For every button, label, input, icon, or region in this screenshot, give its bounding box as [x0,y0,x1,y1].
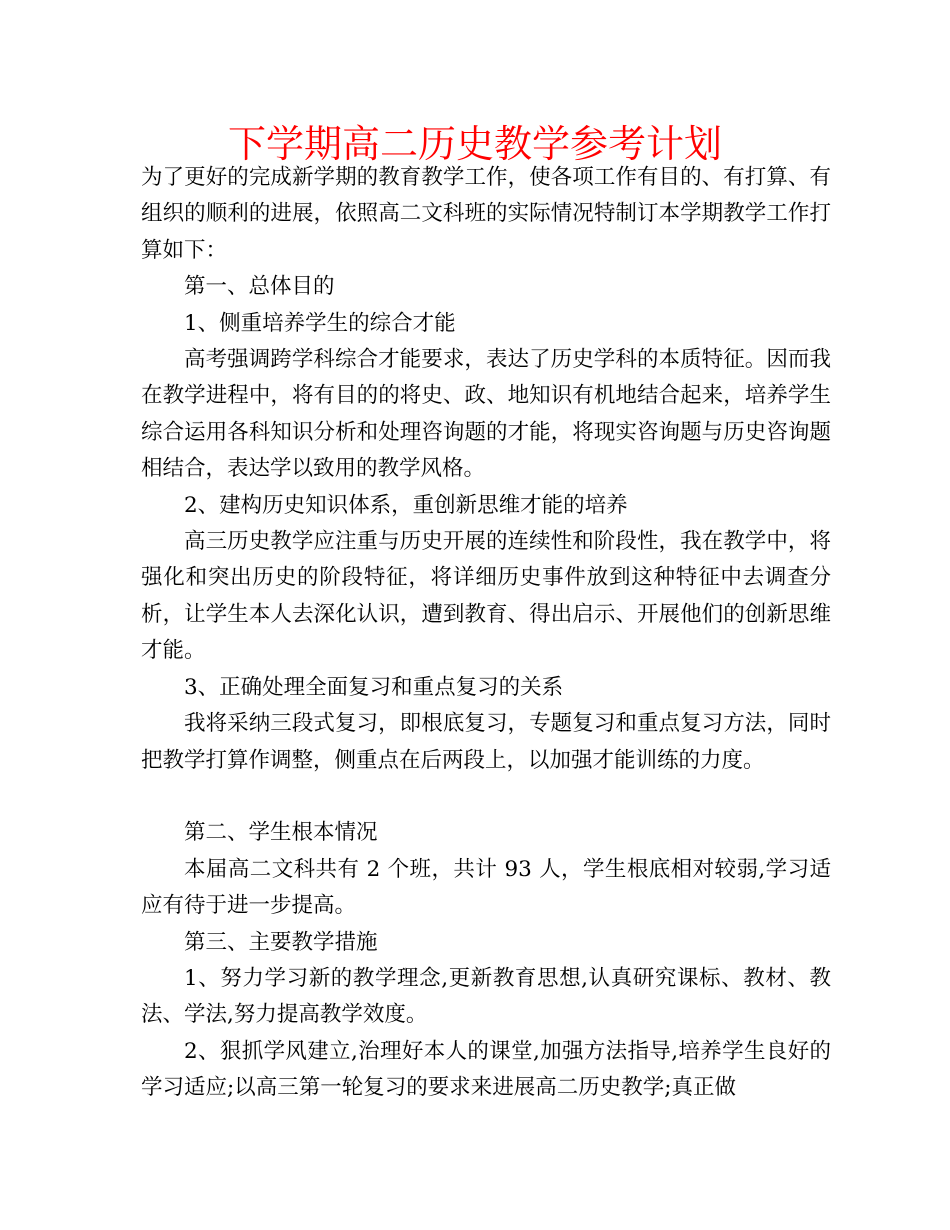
subsection-heading: 3、正确处理全面复习和重点复习的关系 [184,674,564,700]
section-heading: 第二、学生根本情况 [184,820,378,846]
paragraph: 为了更好的完成新学期的教育教学工作，使各项工作有目的、有打算、有组织的顺利的进展，依照高二文科班的实际情况特制订本学期教学工作打算如下： [141,165,831,263]
subsection-heading: 2、建构历史知识体系，重创新思维才能的培养 [184,492,628,518]
paragraph: 1、努力学习新的教学理念,更新教育思想,认真研究课标、教材、教法、学法,努力提高教学效度。 [141,965,831,1028]
paragraph: 高考强调跨学科综合才能要求，表达了历史学科的本质特征。因而我在教学进程中，将有目的的将史、政、地知识有机地结合起来，培养学生综合运用各科知识分析和处理咨询题的才能，将现实咨询题与历史咨询题相结合，表达学以致用的教学风格。 [141,347,831,482]
document-title: 下学期高二历史教学参考计划 [227,122,722,166]
section-heading: 第一、总体目的 [184,274,335,300]
subsection-heading: 1、侧重培养学生的综合才能 [184,310,456,336]
section-heading: 第三、主要教学措施 [184,929,378,955]
paragraph: 我将采纳三段式复习，即根底复习，专题复习和重点复习方法，同时把教学打算作调整，侧重点在后两段上，以加强才能训练的力度。 [141,711,831,773]
paragraph: 高三历史教学应注重与历史开展的连续性和阶段性，我在教学中，将强化和突出历史的阶段特征，将详细历史事件放到这种特征中去调查分析，让学生本人去深化认识，遭到教育、得出启示、开展他们的创新思维才能。 [141,529,831,664]
blank-line [141,779,831,815]
paragraph: 本届高二文科共有 2 个班，共计 93 人，学生根底相对较弱,学习适应有待于进一步提高。 [141,856,831,919]
paragraph: 2、狠抓学风建立,治理好本人的课堂,加强方法指导,培养学生良好的学习适应;以高三第一轮复习的要求来进展高二历史教学;真正做 [141,1038,831,1101]
document-body [141,160,831,1107]
